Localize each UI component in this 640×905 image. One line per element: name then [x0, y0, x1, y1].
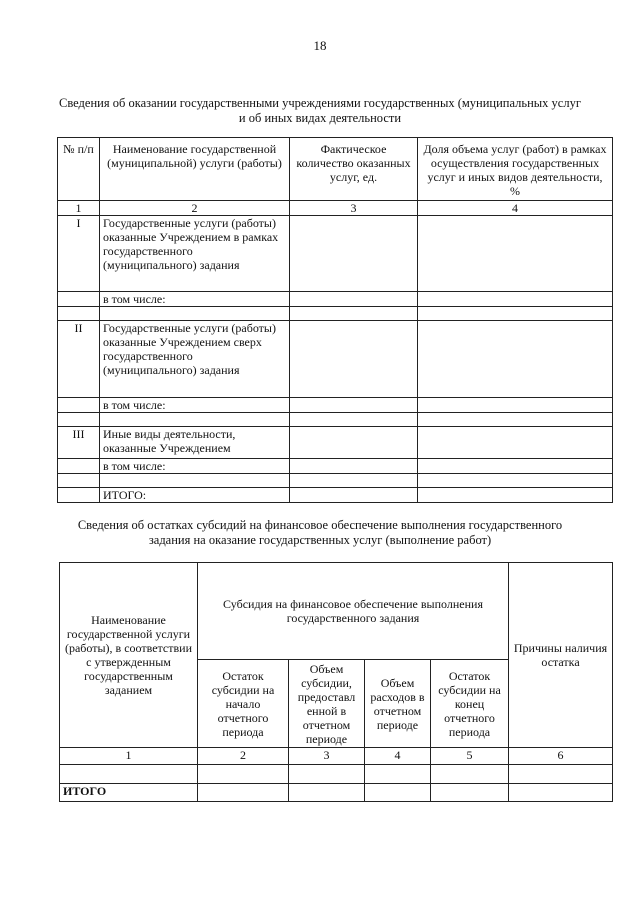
empty-cell [100, 307, 290, 321]
empty-cell [418, 427, 613, 459]
empty-cell [418, 216, 613, 292]
column-numbers-row [60, 748, 613, 765]
empty-cell [365, 784, 431, 802]
empty-cell [58, 459, 100, 474]
table-header-row [60, 563, 613, 660]
empty-cell [290, 307, 418, 321]
table-row [58, 307, 613, 321]
col-header-num: № п/п [58, 138, 100, 201]
table-row [58, 427, 613, 459]
column-numbers-row [58, 201, 613, 216]
col-header-provided: Объем субсидии, предоставл енной в отчетном периоде [289, 660, 365, 748]
row-number: III [58, 427, 100, 459]
empty-cell [198, 784, 289, 802]
row-name: в том числе: [100, 292, 290, 307]
col-number: 4 [418, 201, 613, 216]
section2-title: Сведения об остатках субсидий на финансовое обеспечение выполнения государственного задания на оказание государственных услуг (выполнение работ) [77, 518, 563, 547]
empty-cell [418, 413, 613, 427]
table-row [58, 321, 613, 398]
col-number: 3 [290, 201, 418, 216]
empty-cell [418, 292, 613, 307]
table-header-row [58, 138, 613, 201]
col-header-qty: Фактическое количество оказанных услуг, ед. [290, 138, 418, 201]
empty-cell [290, 398, 418, 413]
section1-title: Сведения об оказании государственными учреждениями государственных (муниципальных услуг и об иных видах деятельности [59, 96, 581, 125]
table-row [58, 216, 613, 292]
table-row [58, 413, 613, 427]
col-number: 6 [509, 748, 613, 765]
empty-cell [418, 459, 613, 474]
table-row [58, 474, 613, 488]
empty-cell [290, 216, 418, 292]
col-header-start: Остаток субсидии на начало отчетного периода [198, 660, 289, 748]
col-header-end: Остаток субсидии на конец отчетного периода [431, 660, 509, 748]
total-label: ИТОГО: [100, 488, 290, 503]
empty-cell [290, 413, 418, 427]
empty-cell [58, 488, 100, 503]
subsidies-table [59, 562, 613, 802]
col-number: 2 [198, 748, 289, 765]
empty-cell [58, 398, 100, 413]
empty-cell [289, 784, 365, 802]
empty-cell [431, 765, 509, 784]
empty-cell [290, 459, 418, 474]
col-header-name: Наименование государственной (муниципальной) услуги (работы) [100, 138, 290, 201]
col-number: 4 [365, 748, 431, 765]
empty-cell [418, 321, 613, 398]
table-row [58, 398, 613, 413]
empty-cell [290, 427, 418, 459]
empty-cell [290, 488, 418, 503]
col-header-expenses: Объем расходов в отчетном периоде [365, 660, 431, 748]
empty-cell [418, 398, 613, 413]
total-label: ИТОГО [60, 784, 198, 802]
empty-cell [198, 765, 289, 784]
row-name: Государственные услуги (работы) оказанные Учреждением в рамках государственного (муниципального) задания [100, 216, 290, 292]
empty-cell [290, 474, 418, 488]
empty-cell [431, 784, 509, 802]
row-name: в том числе: [100, 398, 290, 413]
total-row [58, 488, 613, 503]
empty-cell [290, 321, 418, 398]
empty-cell [58, 413, 100, 427]
empty-cell [418, 474, 613, 488]
empty-cell [290, 292, 418, 307]
col-header-reasons: Причины наличия остатка [509, 563, 613, 748]
col-number: 3 [289, 748, 365, 765]
empty-cell [58, 474, 100, 488]
row-name: Иные виды деятельности, оказанные Учреждением [100, 427, 290, 459]
col-header-name: Наименование государственной услуги (работы), в соответствии с утвержденным государственным заданием [60, 563, 198, 748]
empty-cell [365, 765, 431, 784]
total-row [60, 784, 613, 802]
empty-cell [509, 765, 613, 784]
col-number: 2 [100, 201, 290, 216]
row-number: II [58, 321, 100, 398]
empty-cell [418, 488, 613, 503]
empty-cell [58, 292, 100, 307]
empty-cell [100, 474, 290, 488]
empty-cell [58, 307, 100, 321]
row-name: Государственные услуги (работы) оказанные Учреждением сверх государственного (муниципального) задания [100, 321, 290, 398]
table-row [60, 765, 613, 784]
services-table [57, 137, 613, 503]
col-header-share: Доля объема услуг (работ) в рамках осуществления государственных услуг и иных видов деятельности, % [418, 138, 613, 201]
empty-cell [289, 765, 365, 784]
empty-cell [509, 784, 613, 802]
row-name: в том числе: [100, 459, 290, 474]
col-number: 5 [431, 748, 509, 765]
col-number: 1 [58, 201, 100, 216]
row-number: I [58, 216, 100, 292]
table-row [58, 292, 613, 307]
col-number: 1 [60, 748, 198, 765]
empty-cell [60, 765, 198, 784]
empty-cell [100, 413, 290, 427]
col-header-subsidy-group: Субсидия на финансовое обеспечение выполнения государственного задания [198, 563, 509, 660]
empty-cell [418, 307, 613, 321]
page-number: 18 [313, 38, 327, 53]
table-row [58, 459, 613, 474]
